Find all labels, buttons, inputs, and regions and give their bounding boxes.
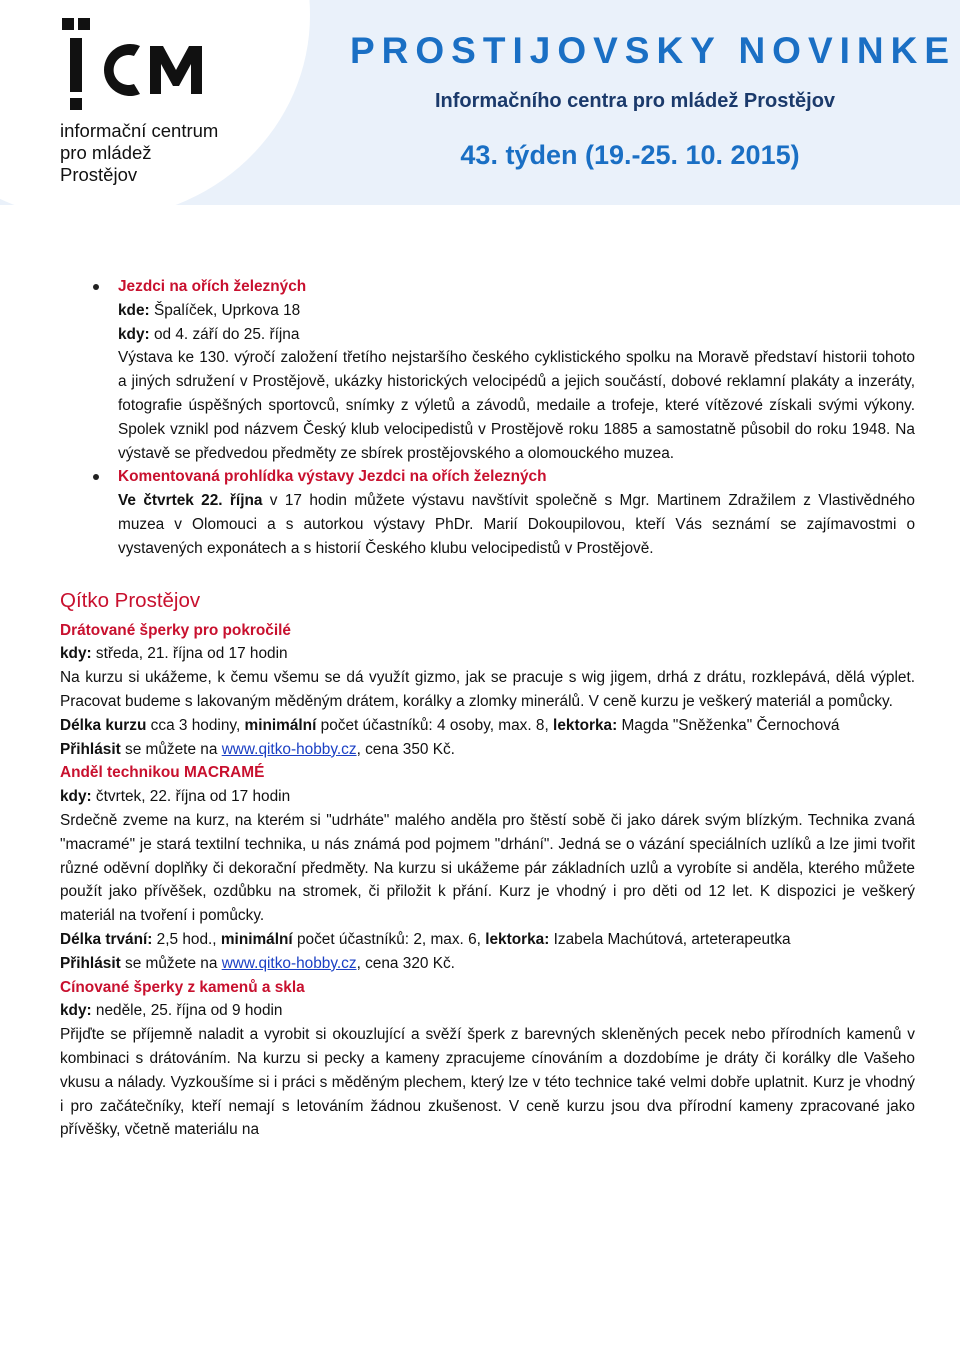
newsletter-title: PROSTIJOVSKY NOVINKE xyxy=(350,30,957,71)
content xyxy=(60,275,915,1142)
event-text: v 17 hodin můžete výstavu navštívit společně s Mgr. Martinem Zdražilem z Vlastivědného muzea v Olomouci a s autorkou výstavy PhDr. Marií Dokoupilovou, kteří Vás seznámí se zajímavostmi o vystavených exponátech a s historií Českého klubu velocipedistů v Prostějově. xyxy=(118,492,915,557)
logo-line-3: Prostějov xyxy=(60,164,138,185)
bullet-icon xyxy=(93,284,99,290)
icm-logo-mark xyxy=(60,18,210,116)
course-when xyxy=(60,642,915,666)
duration-label: Délka trvání: xyxy=(60,930,153,948)
course-description: Přijďte se příjemně naladit a vyrobit si okouzlující a svěží šperk z barevných skleněných pecek nebo přírodních kamenů v kombinaci s drátováním. Na kurzu si pecky a kameny zpracujeme cínováním a dozdobíme je dráty či korálky dle Vašeho vkusu a nálady. Vyzkoušíme si i práci s měděným plechem, který lze v této technice také velmi dobře uplatnit. Kurz je vhodný i pro začátečníky, kteří nemají s letováním žádnou zkušenost. V ceně kurzu jsou dva přírodní kameny zpracované jako přívěšky, včetně materiálu na xyxy=(60,1026,915,1139)
lector-label: lektorka: xyxy=(485,930,550,948)
when-label: kdy: xyxy=(60,1002,92,1020)
event-when xyxy=(118,323,915,347)
logo-subtitle xyxy=(60,120,290,186)
duration-value: cca 3 hodiny, xyxy=(146,716,245,734)
lector-value: Magda "Sněženka" Černochová xyxy=(617,716,840,734)
event-title: Jezdci na ořích železných xyxy=(118,278,307,295)
register-label: Přihlásit xyxy=(60,740,121,758)
register-text: se můžete na xyxy=(120,740,222,758)
register-text: se můžete na xyxy=(120,954,222,972)
course xyxy=(60,976,915,1143)
course-when xyxy=(60,785,915,809)
when-label: kdy: xyxy=(118,325,150,343)
course-details xyxy=(60,714,915,738)
logo-line-1: informační centrum xyxy=(60,120,219,141)
list-item xyxy=(118,275,915,465)
event-where xyxy=(118,299,915,323)
course-register xyxy=(60,952,915,976)
register-link[interactable]: www.qitko-hobby.cz xyxy=(221,740,357,758)
min-value: počet účastníků: 2, max. 6, xyxy=(292,930,486,948)
course-details xyxy=(60,928,915,952)
course-description: Na kurzu si ukážeme, k čemu všemu se dá využít gizmo, jak se pracuje s wig jigem, drhá z drátu, rozklepává, dělá výplet. Pracovat budeme s lakovaným měděným drátem, korálky a zlomky minerálů. V ceně kurzu je veškerý materiál a pomůcky. xyxy=(60,669,915,710)
event-title: Komentovaná prohlídka výstavy Jezdci na ořích železných xyxy=(118,468,547,486)
event-list xyxy=(60,275,915,561)
logo-line-2: pro mládež xyxy=(60,142,152,163)
newsletter-subtitle: Informačního centra pro mládež Prostějov xyxy=(434,90,836,112)
course-title: Cínované šperky z kamenů a skla xyxy=(60,978,305,996)
register-label: Přihlásit xyxy=(60,954,121,972)
event-description xyxy=(118,489,915,560)
when-value: neděle, 25. října od 9 hodin xyxy=(91,1002,283,1020)
course-price: , cena 350 Kč. xyxy=(356,740,455,758)
register-link[interactable]: www.qitko-hobby.cz xyxy=(221,954,357,972)
list-item xyxy=(118,465,915,560)
when-label: kdy: xyxy=(60,645,92,663)
course-when xyxy=(60,999,915,1023)
course-price: , cena 320 Kč. xyxy=(356,954,455,972)
course xyxy=(60,619,915,762)
event-description: Výstava ke 130. výročí založení třetího nejstaršího českého cyklistického spolku na Moravě představí historii tohoto a jiných sdružení v Prostějově, ukázky historických velocipédů a jejich součástí, dobové reklamní plakáty a inzeráty, fotografie úspěšných sportovců, snímky z výletů a závodů, medaile a trofeje, které vítězové získali svými výkony. Spolek vznikl pod názvem Český klub velocipedistů v Prostějově roku 1885 a samostatně působil do roku 1948. Na výstavě se předvedou předměty ze sbírek prostějovského a olomouckého muzea. xyxy=(118,349,915,462)
where-value: Špalíček, Uprkova 18 xyxy=(153,301,301,319)
where-label: kde: xyxy=(118,301,150,319)
lector-value: Izabela Machútová, arteterapeutka xyxy=(549,930,791,948)
when-value: středa, 21. října od 17 hodin xyxy=(91,645,288,663)
course-description: Srdečně zveme na kurz, na kterém si "udrháte" malého anděla pro štěstí sobě či jako dárek svým blízkým. Technika zvaná "macramé" je stará textilní technika, u nás známá pod pojmem "drhání". Jedná se o vázání speciálních uzlíků a lze jimi tvořit různé oděvní doplňky či dekorační předměty. Na kurzu si ukážeme pár základních uzlů a vyrobíte si anděla, kterého můžete použít jako přívěšek, ozdůbku na stromek, či přiložit k přání. Kurz je vhodný i pro děti od 12 let. K dispozici je veškerý materiál na tvoření i pomůcky. xyxy=(60,811,915,925)
course-register xyxy=(60,738,915,762)
section-title: Qítko Prostějov xyxy=(60,588,201,612)
duration-value: 2,5 hod., xyxy=(152,930,221,948)
lector-label: lektorka: xyxy=(553,716,618,734)
course xyxy=(60,761,915,975)
when-label: kdy: xyxy=(60,788,92,806)
event-date: Ve čtvrtek 22. října xyxy=(118,492,263,510)
min-label: minimální xyxy=(220,930,293,948)
when-value: od 4. září do 25. října xyxy=(153,325,300,343)
icm-logo xyxy=(60,18,260,188)
min-value: počet účastníků: 4 osoby, max. 8, xyxy=(316,716,554,734)
bullet-icon xyxy=(93,474,99,480)
course-title: Drátované šperky pro pokročilé xyxy=(60,621,291,639)
duration-label: Délka kurzu xyxy=(60,716,147,734)
when-value: čtvrtek, 22. října od 17 hodin xyxy=(91,788,291,806)
min-label: minimální xyxy=(244,716,317,734)
week-label: 43. týden (19.-25. 10. 2015) xyxy=(460,140,800,170)
course-title: Anděl technikou MACRAMÉ xyxy=(60,764,265,782)
